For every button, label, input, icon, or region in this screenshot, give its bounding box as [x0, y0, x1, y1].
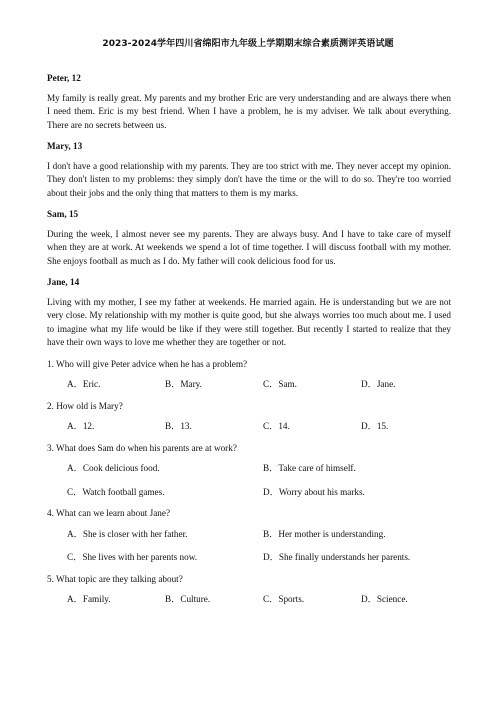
option-a [67, 378, 165, 392]
passage-peter [47, 72, 451, 132]
option-b [165, 593, 263, 607]
option-letter: A． [67, 463, 83, 473]
speaker-name: Sam, 15 [47, 209, 79, 219]
option-text: 13. [180, 421, 192, 431]
option-b [165, 420, 263, 434]
option-text: 14. [278, 421, 290, 431]
option-letter: D． [263, 552, 279, 562]
option-b [263, 528, 459, 542]
question-1: 1. Who will give Peter advice when he has a problem? [47, 358, 248, 369]
option-text: Science. [376, 594, 408, 604]
option-text: Culture. [180, 594, 211, 604]
content [47, 72, 451, 614]
passage-jane [47, 276, 451, 350]
option-d [361, 378, 459, 392]
question-5: 5. What topic are they talking about? [47, 573, 183, 584]
option-letter: D． [361, 421, 377, 431]
passage-mary [47, 140, 451, 200]
question-2: 2. How old is Mary? [47, 400, 123, 411]
option-text: She finally understands her parents. [278, 552, 411, 562]
option-letter: B． [263, 463, 279, 473]
option-letter: A． [67, 421, 83, 431]
option-letter: B． [165, 594, 181, 604]
option-d [263, 486, 459, 500]
option-letter: C． [263, 379, 279, 389]
option-letter: C． [263, 421, 279, 431]
option-letter: B． [165, 421, 181, 431]
option-text: 12. [82, 421, 95, 431]
passage-text: I don't have a good relationship with my parents. They are too strict with me. They never accept my opinion. They don't listen to my problems: they simply don't have the time or the will to do so. They're too worried about their jobs and the only thing that matters to them is my marks. [47, 160, 451, 198]
option-text: Her mother is understanding. [278, 528, 386, 539]
option-text: Jane. [376, 379, 396, 389]
option-c [263, 420, 361, 434]
option-letter: C． [67, 552, 83, 562]
option-text: Eric. [82, 379, 101, 389]
passage-text: Living with my mother, I see my father at weekends. He married again. He is understanding but we are not very close. My relationship with my mother is quite good, but she always worries too much about me. I used to imagine what my life would be like if they were still together. But recently I started to realize that they have their own ways to love me whether they are together or not. [47, 296, 451, 347]
option-d [361, 593, 459, 607]
question-4: 4. What can we learn about Jane? [47, 508, 171, 518]
option-letter: A． [67, 528, 83, 539]
question-4-options [47, 528, 451, 565]
option-a [67, 593, 165, 607]
option-letter: A． [67, 594, 83, 604]
option-text: Sam. [278, 379, 297, 389]
speaker-name: Peter, 12 [47, 73, 81, 83]
option-text: Watch football games. [82, 486, 165, 497]
exam-title: 2023-2024学年四川省绵阳市九年级上学期期末综合素质测评英语试题 [102, 39, 394, 49]
option-text: Cook delicious food. [82, 463, 160, 473]
option-letter: B． [165, 379, 181, 389]
question-1-options [47, 378, 451, 392]
option-a [67, 462, 263, 476]
option-text: Worry about his marks. [278, 486, 365, 497]
option-letter: A． [67, 379, 83, 389]
option-text: She is closer with her father. [82, 528, 188, 539]
option-b [263, 462, 459, 476]
option-text: Family. [82, 594, 111, 604]
option-text: 15. [376, 421, 389, 431]
option-letter: C． [67, 486, 83, 497]
question-2-options [47, 420, 451, 434]
option-d [263, 551, 459, 565]
passage-text: My family is really great. My parents and my brother Eric are very understanding and are always there when I need them. Eric is my best friend. When I have a problem, he is my adviser. We talk about everything. There are no secrets between us. [47, 92, 451, 130]
option-letter: D． [263, 486, 279, 497]
passage-sam [47, 208, 451, 268]
option-a [67, 528, 263, 542]
option-letter: C． [263, 594, 279, 604]
option-text: She lives with her parents now. [82, 552, 198, 562]
option-letter: B． [263, 528, 279, 539]
option-text: Take care of himself. [278, 463, 356, 473]
option-b [165, 378, 263, 392]
option-a [67, 420, 165, 434]
option-c [263, 593, 361, 607]
option-letter: D． [361, 594, 377, 604]
option-c [67, 551, 263, 565]
question-3: 3. What does Sam do when his parents are at work? [47, 442, 237, 453]
option-letter: D． [361, 379, 377, 389]
option-c [67, 486, 263, 500]
option-text: Mary. [180, 379, 202, 389]
question-3-options [47, 462, 451, 499]
question-5-options [47, 593, 451, 607]
option-c [263, 378, 361, 392]
option-text: Sports. [278, 594, 305, 604]
passage-text: During the week, I almost never see my parents. They are always busy. And I have to take care of myself when they are at work. At weekends we spend a lot of time together. I will discuss football with my mother. She enjoys football as much as I do. My father will cook delicious food for us. [47, 228, 451, 266]
option-d [361, 420, 459, 434]
speaker-name: Mary, 13 [47, 141, 83, 151]
speaker-name: Jane, 14 [47, 277, 80, 287]
